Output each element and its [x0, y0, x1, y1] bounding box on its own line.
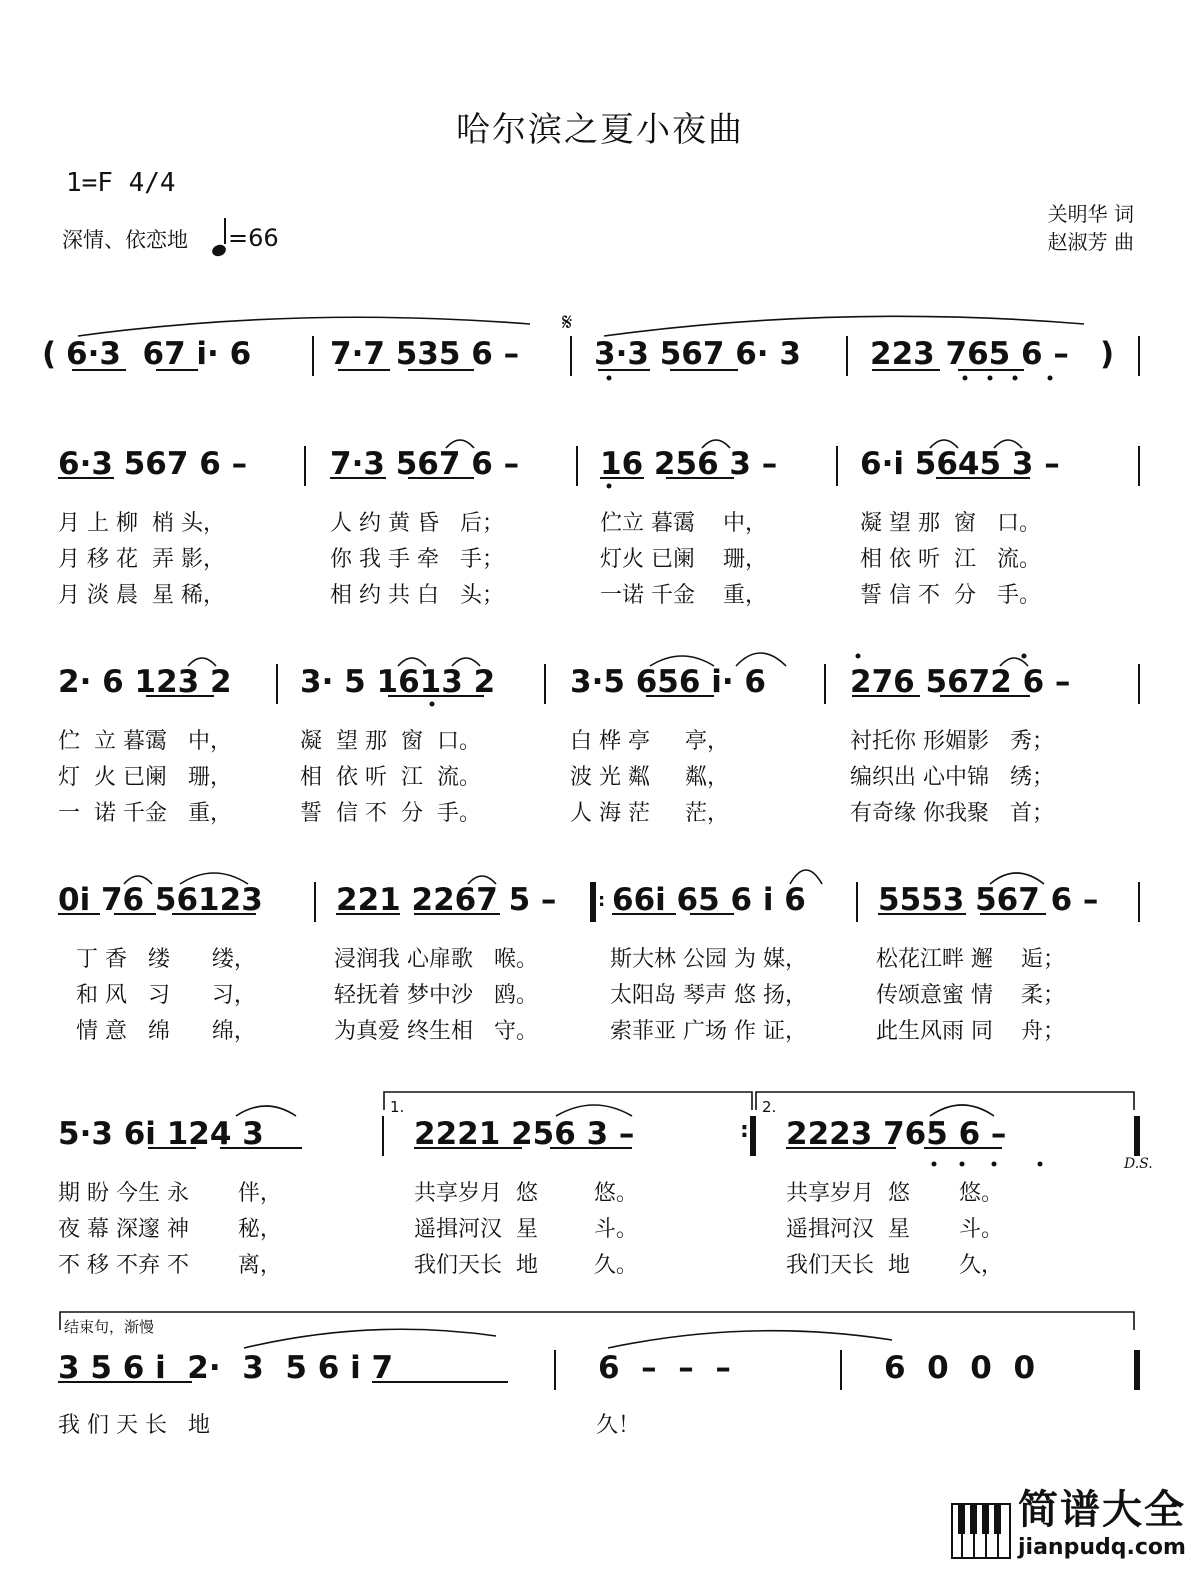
slur — [930, 1105, 994, 1116]
line3-verse3-m1: 情 意 绵 绵， — [76, 1019, 256, 1044]
line2-verse1-m3: 白 桦 亭 亭， — [570, 729, 729, 754]
watermark-logo — [950, 1478, 1186, 1560]
dal-segno-marking: D.S. — [1124, 1156, 1153, 1172]
expression-marking: 深情、依恋地 — [62, 228, 188, 252]
line5-measure-2: 6 – – – — [598, 1350, 731, 1386]
slur — [188, 658, 216, 666]
octave-dot — [960, 1162, 965, 1167]
line1-verse3-m1: 月 淡 晨 星 稀， — [58, 583, 225, 608]
line1-measure-4: 6·i 5645 3 – — [860, 446, 1060, 482]
line4-verse1-m2: 共享岁月 悠 悠。 — [414, 1181, 638, 1206]
line2-measure-4: 276 5672 6 – — [850, 664, 1071, 700]
octave-dot — [988, 376, 993, 381]
repeat-end-dots: : — [740, 1118, 749, 1143]
line4-verse2-m2: 遥揖河汉 星 斗。 — [414, 1217, 638, 1242]
line3-verse2-m2: 轻抚着 梦中沙 鸥。 — [334, 983, 538, 1008]
line2-verse3-m4: 有奇缘 你我聚 首； — [850, 801, 1054, 826]
octave-dot — [963, 376, 968, 381]
intro-phrase-slur — [78, 317, 530, 336]
ending-2-label: 2. — [762, 1098, 777, 1116]
line1-verse3-m2: 相 约 共 白 头； — [330, 583, 504, 608]
slur — [790, 870, 822, 884]
watermark-brand: 简谱大全 — [1018, 1487, 1186, 1533]
line5-lyric-2: 久！ — [596, 1413, 641, 1438]
line4-measure-2: 2221 256 3 – — [414, 1116, 635, 1152]
line2-verse2-m4: 编织出 心中锦 绣； — [850, 765, 1054, 790]
line2-measure-1: 2· 6 123 2 — [58, 664, 232, 700]
line3-verse1-m1: 丁 香 缕 缕， — [76, 947, 256, 972]
line2-verse2-m3: 波 光 粼 粼， — [570, 765, 729, 790]
line4-verse2-m1: 夜 幕 深邃 神 秘， — [58, 1217, 282, 1242]
lyricist-credit: 关明华 词 — [1047, 202, 1134, 226]
intro-phrase-slur-2 — [604, 316, 1084, 336]
line2-verse2-m1: 灯 火 已阑 珊， — [58, 765, 232, 790]
line4-verse3-m3: 我们天长 地 久， — [786, 1253, 1003, 1278]
slur — [1000, 658, 1028, 666]
intro-measure-4: 223 765 6 – — [870, 336, 1069, 372]
line1-verse1-m4: 凝 望 那 窗 口。 — [860, 511, 1041, 536]
line2-verse1-m4: 衬托你 形媚影 秀； — [850, 729, 1054, 754]
line1-measure-1: 6·3 567 6 – — [58, 446, 248, 482]
line2-verse3-m2: 誓 信 不 分 手。 — [300, 801, 481, 826]
octave-dot — [932, 1162, 937, 1167]
slur — [650, 656, 714, 666]
coda-label: 结束句，渐慢 — [64, 1318, 155, 1336]
octave-dot — [856, 654, 861, 659]
line2-verse2-m2: 相 依 听 江 流。 — [300, 765, 481, 790]
line3-verse2-m4: 传颂意蜜 情 柔； — [876, 983, 1065, 1008]
slur — [468, 876, 496, 884]
line5-measure-1: 3 5 6 i 2· 3 5 6 i 7 — [58, 1350, 394, 1386]
line4-measure-3: 2223 765 6 – — [786, 1116, 1007, 1152]
intro-measure-3: 3·3 567 6· 3 — [594, 336, 801, 372]
line5-measure-3: 6 0 0 0 — [884, 1350, 1036, 1386]
tempo-value: =66 — [228, 224, 279, 252]
line1-measure-3: 16 256 3 – — [600, 446, 778, 482]
intro-measure-1: 6·3 67 i· 6 — [66, 336, 252, 372]
page-title: 哈尔滨之夏小夜曲 — [456, 110, 744, 150]
octave-dot — [992, 1162, 997, 1167]
line1-measure-2: 7·3 567 6 – — [330, 446, 520, 482]
line2-verse1-m1: 伫 立 暮霭 中， — [58, 729, 232, 754]
line3-verse3-m4: 此生风雨 同 舟； — [876, 1019, 1065, 1044]
coda-slur — [244, 1329, 496, 1348]
coda-bracket — [60, 1312, 1134, 1330]
slur — [398, 658, 426, 666]
line3-measure-2: 221 2267 5 – — [336, 882, 557, 918]
volta-1-bracket — [384, 1092, 752, 1110]
line1-verse3-m4: 誓 信 不 分 手。 — [860, 583, 1041, 608]
slur — [556, 1105, 632, 1116]
coda-slur-2 — [608, 1331, 892, 1348]
repeat-dots: : — [598, 890, 606, 911]
octave-dot — [607, 484, 612, 489]
line2-verse3-m1: 一 诺 千金 重， — [58, 801, 232, 826]
line3-verse1-m3: 斯大林 公园 为 媒， — [610, 947, 807, 972]
composer-credit: 赵淑芳 曲 — [1047, 230, 1134, 254]
octave-dot — [1048, 376, 1053, 381]
slur — [446, 440, 474, 448]
line1-verse1-m1: 月 上 柳 梢 头， — [58, 511, 225, 536]
line4-measure-1: 5·3 6i 124 3 — [58, 1116, 264, 1152]
segno-icon: 𝄋 — [562, 308, 573, 336]
ending-1-label: 1. — [390, 1098, 405, 1116]
line4-verse1-m3: 共享岁月 悠 悠。 — [786, 1181, 1003, 1206]
slur — [452, 658, 480, 666]
line1-verse2-m3: 灯火 已阑 珊， — [600, 547, 767, 572]
piano-keys-icon — [950, 1500, 1012, 1560]
line5-lyric-1: 我 们 天 长 地 — [58, 1413, 210, 1438]
intro-open-paren: ( — [42, 336, 57, 372]
line3-verse3-m2: 为真爱 终生相 守。 — [334, 1019, 538, 1044]
octave-dot — [1022, 654, 1027, 659]
line3-verse1-m2: 浸润我 心扉歌 喉。 — [334, 947, 538, 972]
line2-verse1-m2: 凝 望 那 窗 口。 — [300, 729, 481, 754]
slur — [180, 873, 248, 884]
octave-dot — [1038, 1162, 1043, 1167]
line4-verse3-m2: 我们天长 地 久。 — [414, 1253, 638, 1278]
slur — [930, 440, 958, 448]
line4-verse1-m1: 期 盼 今生 永 伴， — [58, 1181, 282, 1206]
intro-measure-2: 7·7 535 6 – — [330, 336, 520, 372]
octave-dot — [607, 376, 612, 381]
key-signature: 1=F 4/4 — [66, 168, 176, 198]
slur — [990, 873, 1044, 884]
octave-dot — [1013, 376, 1018, 381]
line1-verse2-m1: 月 移 花 弄 影， — [58, 547, 225, 572]
slur — [994, 440, 1022, 448]
line3-measure-4: 5553 567 6 – — [878, 882, 1099, 918]
line3-verse2-m1: 和 风 习 习， — [76, 983, 256, 1008]
line1-verse2-m2: 你 我 手 牵 手； — [330, 547, 504, 572]
line2-verse3-m3: 人 海 茫 茫， — [570, 801, 729, 826]
line1-verse2-m4: 相 依 听 江 流。 — [860, 547, 1041, 572]
line3-verse1-m4: 松花江畔 邂 逅； — [876, 947, 1065, 972]
slur — [124, 876, 152, 884]
intro-close-paren: ) — [1100, 336, 1115, 372]
line3-verse2-m3: 太阳岛 琴声 悠 扬， — [610, 983, 807, 1008]
line4-verse3-m1: 不 移 不弃 不 离， — [58, 1253, 282, 1278]
line1-verse1-m3: 伫立 暮霭 中， — [600, 511, 767, 536]
line1-verse3-m3: 一诺 千金 重， — [600, 583, 767, 608]
octave-dot — [430, 702, 435, 707]
line2-measure-3: 3·5 656 i· 6 — [570, 664, 766, 700]
line1-verse1-m2: 人 约 黄 昏 后； — [330, 511, 504, 536]
line4-verse2-m3: 遥揖河汉 星 斗。 — [786, 1217, 1003, 1242]
slur — [236, 1106, 296, 1116]
line3-measure-3: 66i 65 6 i 6 — [612, 882, 806, 918]
slur — [702, 440, 730, 448]
line2-measure-2: 3· 5 1613 2 — [300, 664, 496, 700]
line3-verse3-m3: 索菲亚 广场 作 证， — [610, 1019, 807, 1044]
line3-measure-1: 0i 76 56123 — [58, 882, 263, 918]
slur — [736, 653, 786, 666]
watermark-url: jianpudq.com — [1018, 1535, 1186, 1560]
